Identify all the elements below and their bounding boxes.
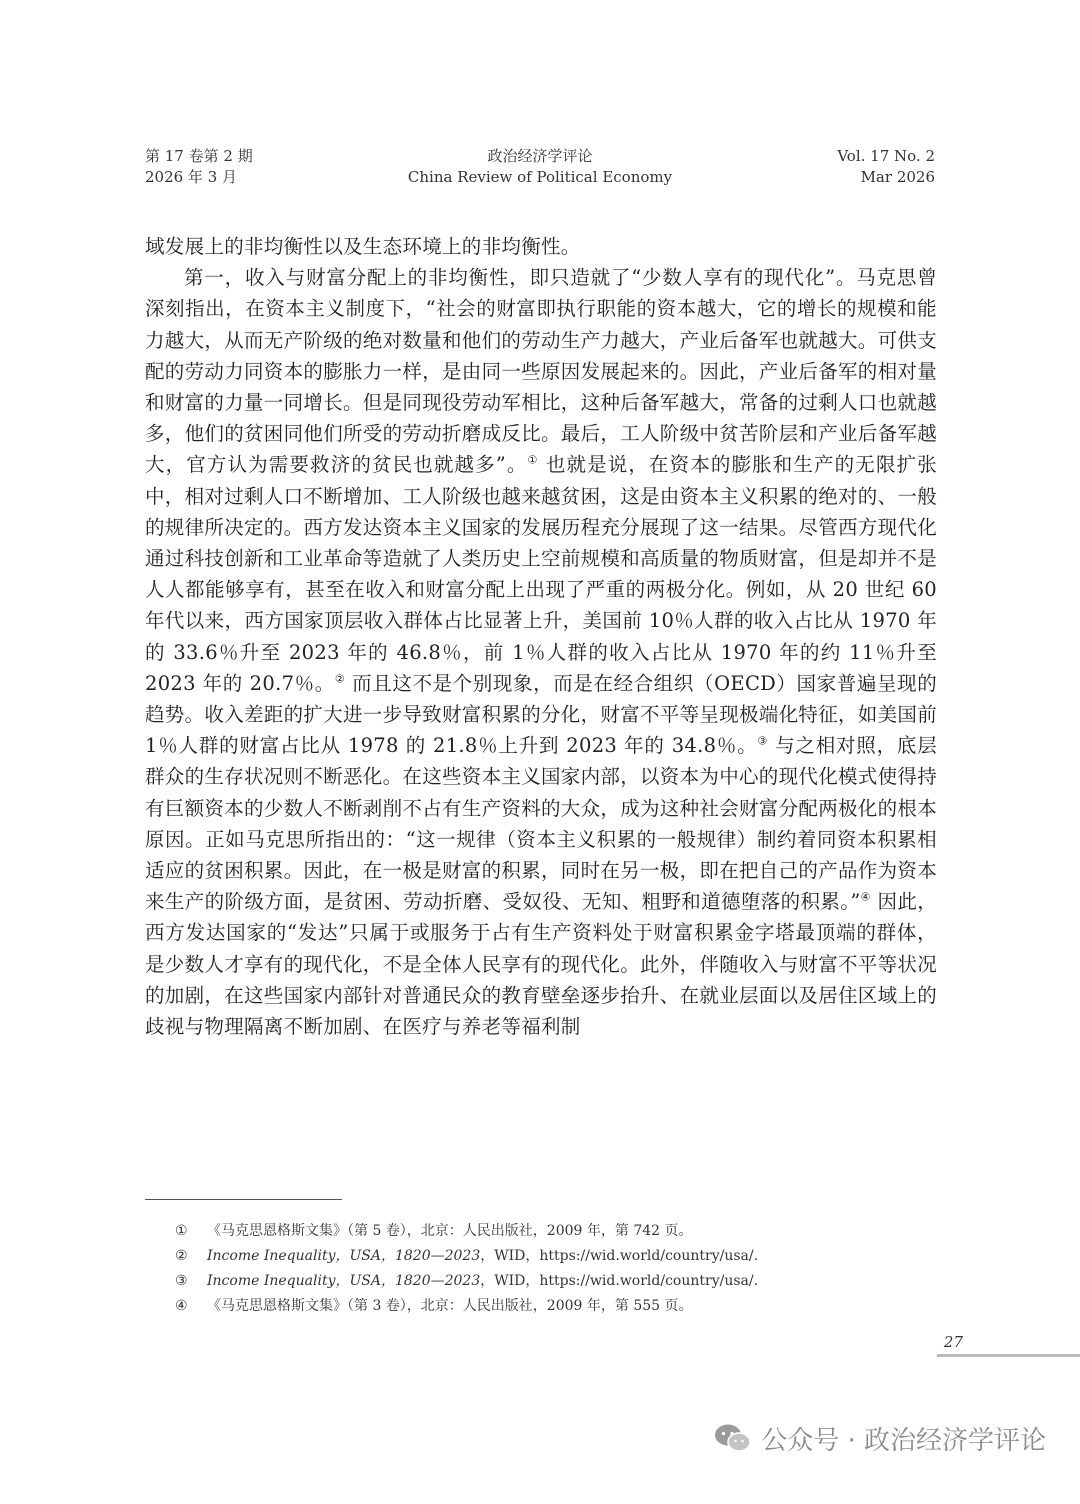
footnote-source-title: Income Inequality，USA，1820—2023: [207, 1248, 481, 1264]
footnote: [175, 1269, 935, 1294]
volume-issue-en: Vol. 17 No. 2: [837, 147, 935, 165]
journal-title-cn: 政治经济学评论: [487, 147, 593, 165]
footnote-text: 《马克思恩格斯文集》（第 5 卷），北京：人民出版社，2009 年，第 742 页。: [207, 1223, 693, 1239]
text-run: 因此，西方发达国家的“发达”只属于或服务于占有生产资料处于财富积累金字塔最顶端的群体，是少数人才享有的现代化，不是全体人民享有的现代化。此外，伴随收入与财富不平等状况的加剧，在这些国家内部针对普通民众的教育壁垒逐步抬升、在就业层面以及居住区域上的歧视与物理隔离不断加剧、在医疗与养老等福利制: [145, 890, 938, 1039]
footnote-mark: ③: [175, 1273, 188, 1289]
journal-title-en: China Review of Political Economy: [407, 168, 673, 186]
issue-date: 2026 年 3 月: [145, 168, 238, 186]
page-number: 27: [943, 1333, 963, 1351]
footnote: [175, 1244, 935, 1269]
footnote: [175, 1294, 935, 1319]
footnote-text: ，WID，https://wid.world/country/usa/.: [480, 1273, 759, 1289]
text-run: 与之相对照，底层群众的生存状况则不断恶化。在这些资本主义国家内部，以资本为中心的现代化模式使得持有巨额资本的少数人不断剥削不占有生产资料的大众，成为这种社会财富分配两极化的根本原因。正如马克思所指出的：“这一规律（资本主义积累的一般规律）制约着同资本积累相适应的贫困积累。因此，在一极是财富的积累，同时在另一极，即在把自己的产品作为资本来生产的阶级方面，是贫困、劳动折磨、受奴役、无知、粗野和道德堕落的积累。”: [145, 734, 938, 914]
footnote-ref[interactable]: ③: [757, 734, 769, 748]
footnote-ref[interactable]: ④: [860, 890, 871, 904]
running-header: [145, 146, 935, 188]
watermark-text: 公众号 · 政治经济学评论: [761, 1425, 1046, 1456]
issue-info-en: [837, 146, 935, 188]
issue-date-en: Mar 2026: [860, 168, 935, 186]
page-number-rule: [937, 1354, 1080, 1357]
footnote: [175, 1219, 935, 1244]
footnote-ref[interactable]: ①: [527, 453, 539, 467]
footnote-text: 《马克思恩格斯文集》（第 3 卷），北京：人民出版社，2009 年，第 555 页。: [207, 1298, 693, 1314]
journal-title: [145, 146, 935, 188]
volume-issue: 第 17 卷第 2 期: [145, 147, 253, 165]
footnote-divider: [145, 1199, 342, 1200]
body-text: [145, 231, 937, 1042]
watermark: [713, 1418, 1046, 1458]
wechat-icon: [713, 1422, 753, 1454]
text-run: 也就是说，在资本的膨胀和生产的无限扩张中，相对过剩人口不断增加、工人阶级也越来越贫困，这是由资本主义积累的绝对的、一般的规律所决定的。西方发达资本主义国家的发展历程充分展现了这一结果。尽管西方现代化通过科技创新和工业革命等造就了人类历史上空前规模和高质量的物质财富，但是却并不是人人都能够享有，甚至在收入和财富分配上出现了严重的两极分化。例如，从 20 世纪 60 年代以来，西方国家顶层收入群体占比显著上升，美国前 10％人群的收入占比从 1970 年的 33.6％升至 2023 年的 46.8％，前 1％人群的收入占比从 1970 年的约 11％升至 2023 年的 20.7％。: [145, 453, 938, 695]
text-run: 而且这不是个别现象，而是在经合组织（OECD）国家普遍呈现的趋势。收入差距的扩大进一步导致财富积累的分化，财富不平等呈现极端化特征，如美国前 1％人群的财富占比从 1978 的 21.8％上升到 2023 年的 34.8％。: [145, 671, 938, 758]
footnote-mark: ①: [175, 1223, 188, 1239]
footnote-mark: ④: [175, 1298, 188, 1314]
paragraph: 域发展上的非均衡性以及生态环境上的非均衡性。: [145, 235, 581, 258]
footnote-source-title: Income Inequality，USA，1820—2023: [207, 1273, 481, 1289]
paragraph: [145, 262, 937, 1042]
footnote-text: ，WID，https://wid.world/country/usa/.: [480, 1248, 759, 1264]
footnote-mark: ②: [175, 1248, 188, 1264]
footnotes: [175, 1219, 935, 1319]
text-run: 第一，收入与财富分配上的非均衡性，即只造就了“少数人享有的现代化”。马克思曾深刻指出，在资本主义制度下，“社会的财富即执行职能的资本越大，它的增长的规模和能力越大，从而无产阶级的绝对数量和他们的劳动生产力越大，产业后备军也就越大。可供支配的劳动力同资本的膨胀力一样，是由同一些原因发展起来的。因此，产业后备军的相对量和财富的力量一同增长。但是同现役劳动军相比，这种后备军越大，常备的过剩人口也就越多，他们的贫困同他们所受的劳动折磨成反比。最后，工人阶级中贫苦阶层和产业后备军越大，官方认为需要救济的贫民也就越多”。: [145, 266, 938, 477]
footnote-ref[interactable]: ②: [334, 672, 346, 686]
